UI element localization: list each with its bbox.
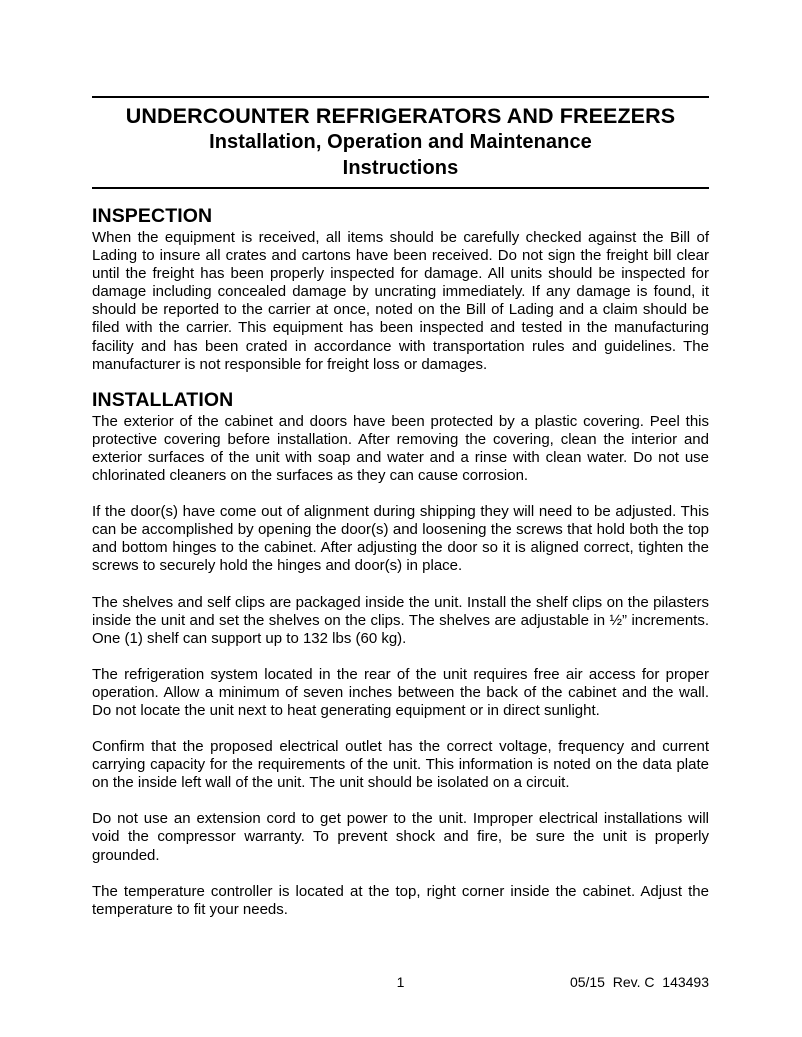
- paragraph-inspection-1: When the equipment is received, all items should be carefully checked against the Bill of Lading to insure all crates and cartons have been received. Do not sign the freight bill clear until the freight has been properly inspected for damage. All units should be inspected for damage including concealed damage by uncrating immediately. If any damage is found, it should be reported to the carrier at once, noted on the Bill of Lading and a claim should be filed with the carrier. This equipment has been inspected and tested in the manufacturing facility and has been crated in accordance with transportation rules and guidelines. The manufacturer is not responsible for freight loss or damages.: [92, 229, 709, 373]
- section-installation: [92, 388, 709, 919]
- paragraph-installation-6: Do not use an extension cord to get power to the unit. Improper electrical installations will void the compressor warranty. To prevent shock and fire, be sure the unit is properly grounded.: [92, 810, 709, 864]
- paragraph-installation-4: The refrigeration system located in the rear of the unit requires free air access for proper operation. Allow a minimum of seven inches between the back of the cabinet and the wall. Do not locate the unit next to heat generating equipment or in direct sunlight.: [92, 665, 709, 719]
- footer-page-number: 1: [396, 974, 405, 990]
- footer-revision: 05/15 Rev. C 143493: [569, 974, 709, 990]
- section-inspection: [92, 204, 709, 374]
- paragraph-installation-5: Confirm that the proposed electrical outlet has the correct voltage, frequency and current carrying capacity for the requirements of the unit. This information is noted on the data plate on the inside left wall of the unit. The unit should be isolated on a circuit.: [92, 738, 709, 792]
- document-content: [92, 96, 709, 919]
- document-title-line-1: UNDERCOUNTER REFRIGERATORS AND FREEZERS: [125, 104, 676, 128]
- paragraph-installation-2: If the door(s) have come out of alignment during shipping they will need to be adjusted. This can be accomplished by opening the door(s) and loosening the screws that hold both the top and bottom hinges to the cabinet. After adjusting the door so it is aligned correct, tighten the screws to securely hold the hinges and door(s) in place.: [92, 503, 709, 575]
- paragraph-installation-1: The exterior of the cabinet and doors have been protected by a plastic covering. Peel this protective covering before installation. After removing the covering, clean the interior and exterior surfaces of the unit with soap and water and a rinse with clean water. Do not use chlorinated cleaners on the surfaces as they can cause corrosion.: [92, 412, 709, 485]
- document-title-line-3: Instructions: [342, 157, 459, 179]
- section-heading-inspection: INSPECTION: [92, 205, 213, 227]
- paragraph-installation-7: The temperature controller is located at the top, right corner inside the cabinet. Adjust the temperature to fit your needs.: [92, 882, 709, 918]
- section-heading-installation: INSTALLATION: [92, 388, 234, 411]
- document-title-line-2: Installation, Operation and Maintenance: [209, 131, 592, 153]
- document-title-block: [92, 96, 709, 189]
- page-footer: [92, 972, 709, 992]
- paragraph-installation-3: The shelves and self clips are packaged inside the unit. Install the shelf clips on the pilasters inside the unit and set the shelves on the clips. The shelves are adjustable in ½” increments. One (1) shelf can support up to 132 lbs (60 kg).: [92, 593, 709, 647]
